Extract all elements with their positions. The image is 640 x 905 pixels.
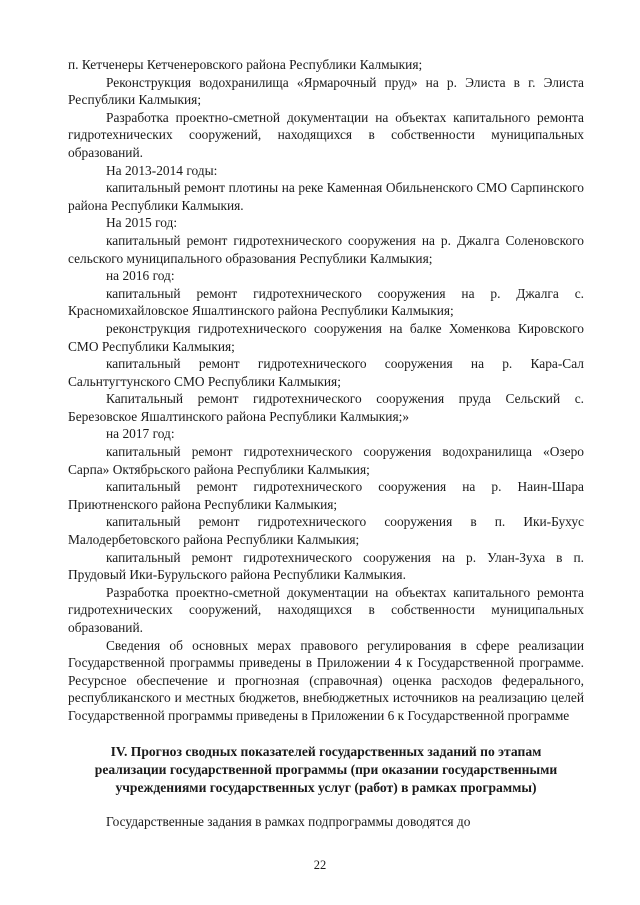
paragraph: п. Кетченеры Кетченеровского района Республики Калмыкия; xyxy=(68,57,423,72)
section-heading xyxy=(68,743,584,797)
paragraph: капитальный ремонт гидротехнического сооружения на р. Джалга Соленовского сельского муниципального образования Республики Калмыкия; xyxy=(68,232,584,266)
closing-paragraph: Государственные задания в рамках подпрограммы доводятся до xyxy=(106,813,471,829)
page-number: 22 xyxy=(313,858,327,872)
paragraph: капитальный ремонт гидротехнического сооружения на р. Кара-Сал Сальнтугтунского СМО Республики Калмыкия; xyxy=(68,356,584,389)
paragraph: капитальный ремонт плотины на реке Каменная Обильненского СМО Сарпинского района Республики Калмыкия. xyxy=(68,180,584,213)
paragraph: Сведения об основных мерах правового регулирования в сфере реализации Государственной программы приведены в Приложении 4 к Государственной программе. Ресурсное обеспечение и прогнозная (справочная) оценка расходов федерального, республиканского и местных бюджетов, внебюджетных источников на реализацию целей Государственной программы приведены в Приложении 6 к Государственной программе xyxy=(68,637,584,723)
paragraph: реконструкция гидротехнического сооружения на балке Хоменкова Кировского СМО Республики Калмыкия; xyxy=(68,320,584,354)
paragraph: капитальный ремонт гидротехнического сооружения на р. Улан-Зуха в п. Прудовый Ики-Бурульского района Республики Калмыкия. xyxy=(68,549,584,583)
paragraph: капитальный ремонт гидротехнического сооружения на р. Джалга с. Красномихайловское Яшалтинского района Республики Калмыкия; xyxy=(68,285,584,319)
section-heading-line: IV. Прогноз сводных показателей государственных заданий по этапам xyxy=(110,743,542,759)
document-body xyxy=(68,56,584,725)
document-page xyxy=(68,56,584,830)
paragraph: Реконструкция водохранилища «Ярмарочный пруд» на р. Элиста в г. Элиста Республики Калмыкия; xyxy=(68,74,584,108)
paragraph: капитальный ремонт гидротехнического сооружения на р. Наин-Шара Приютненского района Республики Калмыкия; xyxy=(68,479,584,512)
paragraph: На 2015 год: xyxy=(106,215,178,231)
paragraph: Разработка проектно-сметной документации на объектах капитального ремонта гидротехнических сооружений, находящихся в собственности муниципальных образований. xyxy=(68,584,584,635)
paragraph: капитальный ремонт гидротехнического сооружения водохранилища «Озеро Сарпа» Октябрьского района Республики Калмыкия; xyxy=(68,444,584,477)
section-heading-line: реализации государственной программы (при оказании государственными xyxy=(94,761,558,777)
section-heading-line: учреждениями государственных услуг (работ) в рамках программы) xyxy=(115,779,537,795)
paragraph: На 2013-2014 годы: xyxy=(106,162,218,178)
paragraph: на 2016 год: xyxy=(106,268,175,284)
paragraph: Разработка проектно-сметной документации на объектах капитального ремонта гидротехнических сооружений, находящихся в собственности муниципальных образований. xyxy=(68,109,584,160)
paragraph: капитальный ремонт гидротехнического сооружения в п. Ики-Бухус Малодербетовского района Республики Калмыкия; xyxy=(68,514,584,548)
paragraph: на 2017 год: xyxy=(106,426,175,442)
paragraph: Капитальный ремонт гидротехнического сооружения пруда Сельский с. Березовское Яшалтинского района Республики Калмыкия;» xyxy=(68,391,584,424)
